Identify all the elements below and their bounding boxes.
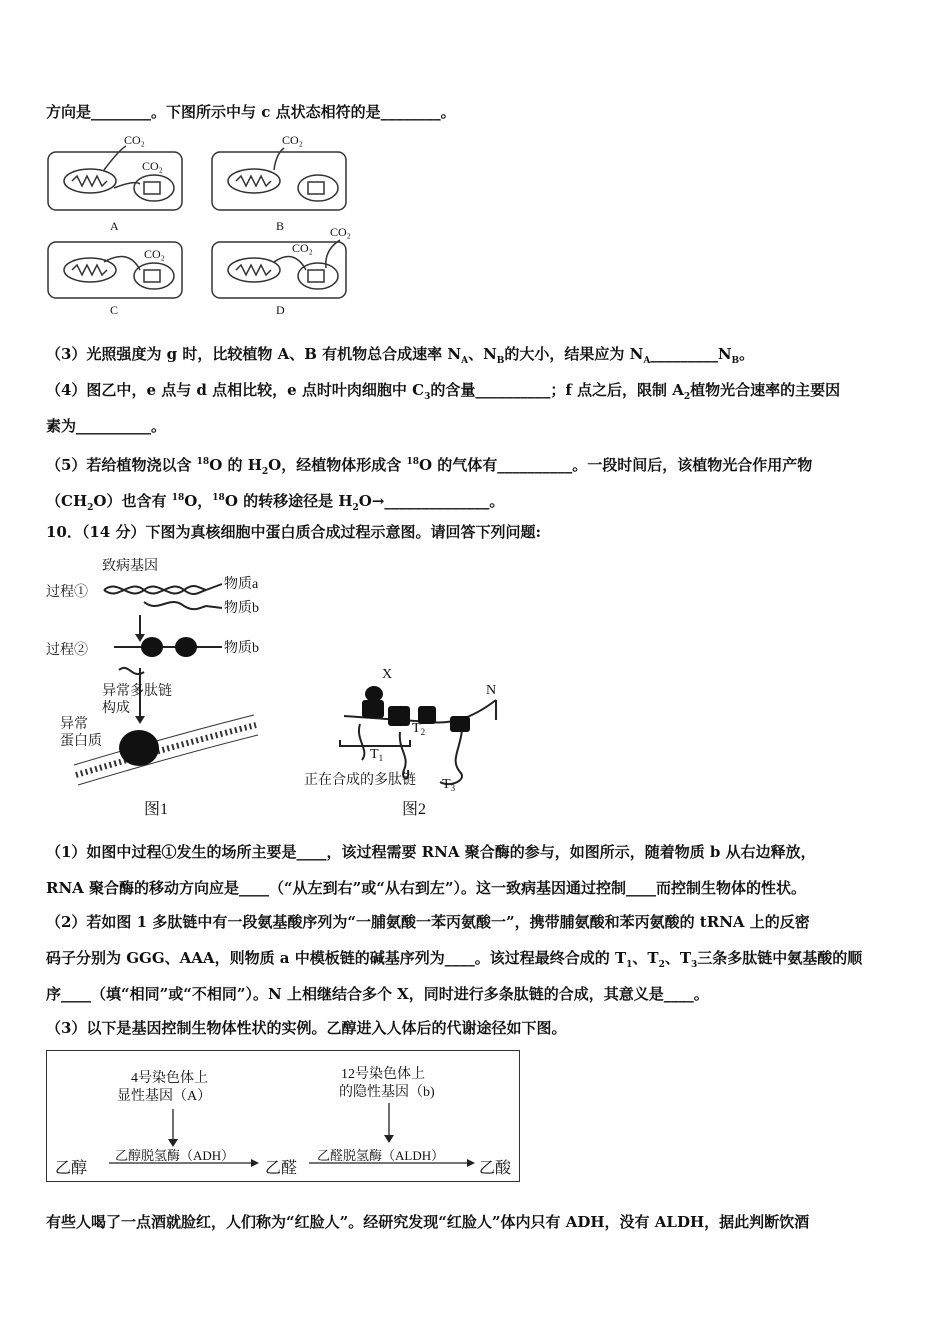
fig2-t2-label: $T_2$ [412, 721, 426, 737]
question-3: （3）光照强度为 g 时，比较植物 A、B 有机物总合成速率 $N_A$、$N_B$的大小，结果应为 $N_A\_\_\_\_\_\_\_\_\_N_B$。 [46, 345, 755, 366]
figure-2 [300, 660, 510, 825]
question-5: （5）若给植物浇以含 $^{18}$O 的 $H_2O$，经植物体形成含 $^{18}$O 的气体有__________。一段时间后，该植物光合作用产物 [46, 456, 813, 477]
question-10-title: 10．（14 分）下图为真核细胞中蛋白质合成过程示意图。请回答下列问题: [46, 523, 542, 541]
fig2-t1-label: $T_1$ [370, 747, 384, 763]
question-4: （4）图乙中，e 点与 d 点相比较，e 点时叶肉细胞中 $C_3$的含量__________；f 点之后，限制 $A_2$植物光合速率的主要因 [46, 381, 841, 402]
fig1-process2-label: 过程② [46, 643, 88, 658]
co2-label-a2: CO₂ [142, 159, 163, 173]
question-4-cont: 素为__________。 [46, 417, 167, 435]
gene-b-line-1: 12号染色体上 [341, 1067, 425, 1082]
option-label-d: D [276, 303, 285, 317]
question-5-cont: $(CH_2O)$也含有 $^{18}$O，$^{18}$O 的转移途径是 $H_2O\to\_\_\_\_\_\_\_\_\_\_\_\_\_\_$。 [46, 492, 505, 513]
q10-part-3: （3）以下是基因控制生物体性状的实例。乙醇进入人体后的代谢途径如下图。 [46, 1019, 567, 1037]
aldh-label: 乙醛脱氢酶（ALDH） [317, 1148, 445, 1163]
fig1-substance-b1: 物质b [224, 601, 259, 616]
figure-1 [44, 550, 274, 825]
fig1-gene-label: 致病基因 [102, 559, 158, 574]
fig1-abnormal-chain: 异常多肽链 [102, 684, 172, 699]
fig2-caption: 正在合成的多肽链 [304, 773, 416, 788]
q10-part-1-cont: RNA 聚合酶的移动方向应是____（“从左到右”或“从右到左”）。这一致病基因通过控制____而控制生物体的性状。 [46, 879, 807, 897]
fig2-t3-label: $T_3$ [442, 777, 456, 793]
option-label-a: A [110, 219, 119, 233]
fig1-substance-a: 物质a [224, 577, 259, 592]
fig2-n-label: N [486, 683, 497, 698]
co2-label-b: CO₂ [282, 133, 303, 147]
ethanol-pathway-figure [46, 1050, 520, 1182]
fig1-process1-label: 过程① [46, 585, 88, 600]
fig2-x-label: X [382, 667, 393, 682]
q10-part-1: （1）如图中过程①发生的场所主要是____，该过程需要 RNA 聚合酶的参与，如图所示，随着物质 b 从右边释放， [46, 843, 816, 861]
fig1-constitute: 构成 [102, 701, 130, 716]
acetic-acid-label: 乙酸 [479, 1160, 512, 1177]
co2-label-c: CO₂ [144, 247, 165, 261]
option-label-c: C [110, 303, 119, 317]
blank-line-direction: 方向是________。下图所示中与 c 点状态相符的是________。 [46, 103, 456, 121]
gene-a-line-1: 4号染色体上 [131, 1071, 208, 1086]
acetaldehyde-label: 乙醛 [265, 1160, 298, 1177]
ethanol-label: 乙醇 [55, 1160, 88, 1177]
final-paragraph: 有些人喝了一点酒就脸红，人们称为“红脸人”。经研究发现“红脸人”体内只有 ADH，没有 ALDH，据此判断饮酒 [46, 1213, 810, 1231]
fig1-abnormal-protein-2: 蛋白质 [60, 734, 102, 749]
cell-state-figure [44, 130, 364, 320]
fig1-abnormal-protein-1: 异常 [60, 717, 88, 732]
adh-label: 乙醇脱氢酶（ADH） [115, 1148, 235, 1163]
q10-part-2-cont: 码子分别为 GGG、AAA，则物质 a 中模板链的碱基序列为____。该过程最终合成的 $T_1$、$T_2$、$T_3$三条多肽链中氨基酸的顺 [46, 949, 863, 970]
gene-a-line-2: 显性基因（A） [117, 1089, 212, 1104]
q10-part-2: （2）若如图 1 多肽链中有一段氨基酸序列为“一脯氨酸一苯丙氨酸一”，携带脯氨酸和苯丙氨酸的 tRNA 上的反密 [46, 913, 810, 931]
q10-part-2-cont2: 序____（填“相同”或“不相同”）。N 上相继结合多个 X，同时进行多条肽链的合成，其意义是____。 [46, 985, 709, 1003]
option-label-b: B [276, 219, 285, 233]
fig1-title: 图1 [144, 801, 169, 818]
gene-b-line-2: 的隐性基因（b) [339, 1085, 435, 1100]
fig2-title: 图2 [402, 801, 427, 818]
fig1-substance-b2: 物质b [224, 641, 259, 656]
co2-label-a1: CO₂ [124, 133, 145, 147]
co2-label-d2: CO₂ [330, 225, 351, 239]
co2-label-d1: CO₂ [292, 241, 313, 255]
